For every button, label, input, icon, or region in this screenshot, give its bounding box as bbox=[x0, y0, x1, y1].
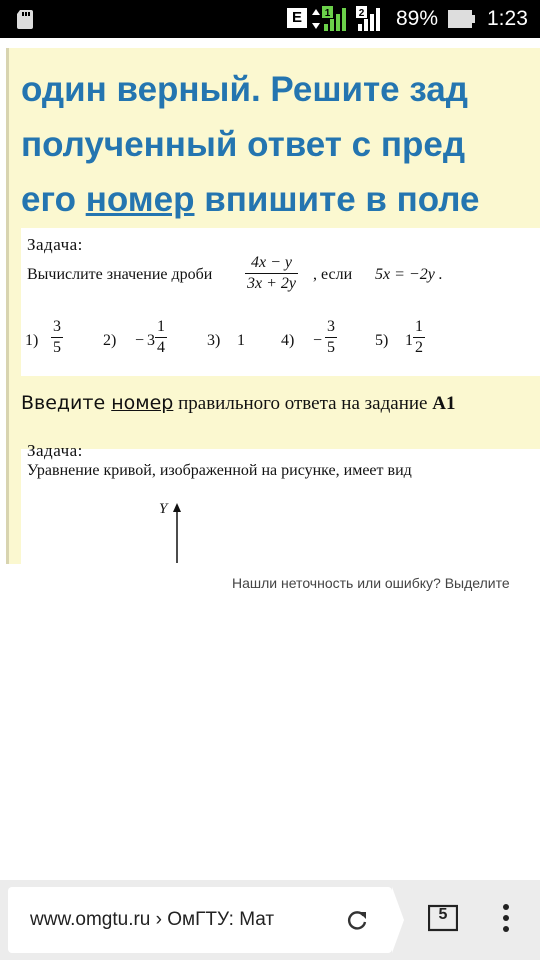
y-axis-label: Y bbox=[159, 501, 168, 517]
instructions-line-1: один верный. Решите зад bbox=[21, 70, 468, 109]
page-content bbox=[6, 38, 540, 564]
sim1-label: 1 bbox=[324, 8, 331, 19]
option-2-number: 2) bbox=[103, 332, 117, 349]
browser-toolbar bbox=[0, 880, 540, 960]
option-5-whole: 1 bbox=[405, 332, 413, 349]
data-activity-icon bbox=[311, 7, 321, 31]
option-1-value: 3 5 bbox=[53, 318, 61, 356]
task-2-label: Задача: bbox=[27, 441, 83, 460]
task-1-if: , если bbox=[313, 266, 353, 283]
instructions-line-2: полученный ответ с пред bbox=[21, 125, 466, 164]
tab-count: 5 bbox=[438, 906, 448, 923]
battery-icon bbox=[448, 10, 475, 28]
instructions-line-3 bbox=[21, 172, 540, 227]
address-bar-arrow-icon bbox=[392, 887, 404, 953]
number-link[interactable]: номер bbox=[85, 180, 195, 219]
task-1-condition: 5x = −2y . bbox=[375, 266, 443, 283]
answer-prompt bbox=[6, 380, 540, 425]
address-bar[interactable] bbox=[8, 887, 392, 953]
option-4-number: 4) bbox=[281, 332, 295, 349]
task-2-text: Уравнение кривой, изображенной на рисунке, имеет вид bbox=[27, 462, 412, 479]
battery-percent: 89% bbox=[396, 7, 439, 30]
tabs-button[interactable] bbox=[428, 904, 458, 932]
fraction-denominator: 3x + 2y bbox=[247, 275, 296, 292]
instructions-line-3-pre: его bbox=[21, 180, 86, 219]
task-1-text: Вычислите значение дроби bbox=[27, 266, 213, 283]
task-1-image bbox=[21, 228, 540, 376]
answer-prompt-text bbox=[21, 392, 455, 415]
option-5-number: 5) bbox=[375, 332, 389, 349]
prompt-number-link[interactable]: номер bbox=[111, 392, 174, 414]
task-1-fraction bbox=[245, 254, 298, 293]
signal-sim1-icon bbox=[322, 6, 352, 32]
option-3-value: 1 bbox=[237, 332, 245, 349]
network-type-icon: E bbox=[287, 8, 307, 28]
sim2-label: 2 bbox=[358, 8, 365, 19]
menu-icon[interactable] bbox=[498, 902, 514, 934]
url-text[interactable]: www.omgtu.ru › ОмГТУ: Мат bbox=[30, 909, 275, 930]
clock: 1:23 bbox=[487, 7, 528, 30]
option-2-whole: 3 bbox=[147, 332, 155, 349]
task-1-panel bbox=[6, 222, 540, 380]
status-bar bbox=[0, 0, 540, 38]
option-3-number: 3) bbox=[207, 332, 221, 349]
option-1-number: 1) bbox=[25, 332, 39, 349]
task-1-label: Задача: bbox=[27, 235, 83, 254]
signal-sim2-icon bbox=[356, 6, 386, 32]
option-2-fraction: 1 4 bbox=[157, 318, 165, 356]
task-2-image bbox=[21, 441, 540, 564]
task-2-panel bbox=[6, 425, 540, 564]
option-2-sign: − bbox=[135, 332, 145, 349]
sd-card-icon bbox=[14, 8, 36, 30]
fraction-numerator: 4x − y bbox=[251, 254, 292, 271]
task-id: A1 bbox=[432, 393, 456, 414]
prompt-post: правильного ответа на задание bbox=[173, 393, 433, 414]
option-4-sign: − bbox=[313, 332, 323, 349]
report-error-text: Нашли неточность или ошибку? Выделите bbox=[232, 575, 510, 591]
y-axis-arrow-icon bbox=[171, 503, 183, 563]
instructions-text bbox=[21, 62, 540, 227]
option-4-fraction: 3 5 bbox=[327, 318, 335, 356]
prompt-pre: Введите bbox=[21, 392, 112, 414]
option-5-fraction: 1 2 bbox=[415, 318, 423, 356]
instructions-line-3-post: впишите в поле bbox=[194, 180, 480, 219]
reload-icon[interactable] bbox=[345, 909, 369, 933]
